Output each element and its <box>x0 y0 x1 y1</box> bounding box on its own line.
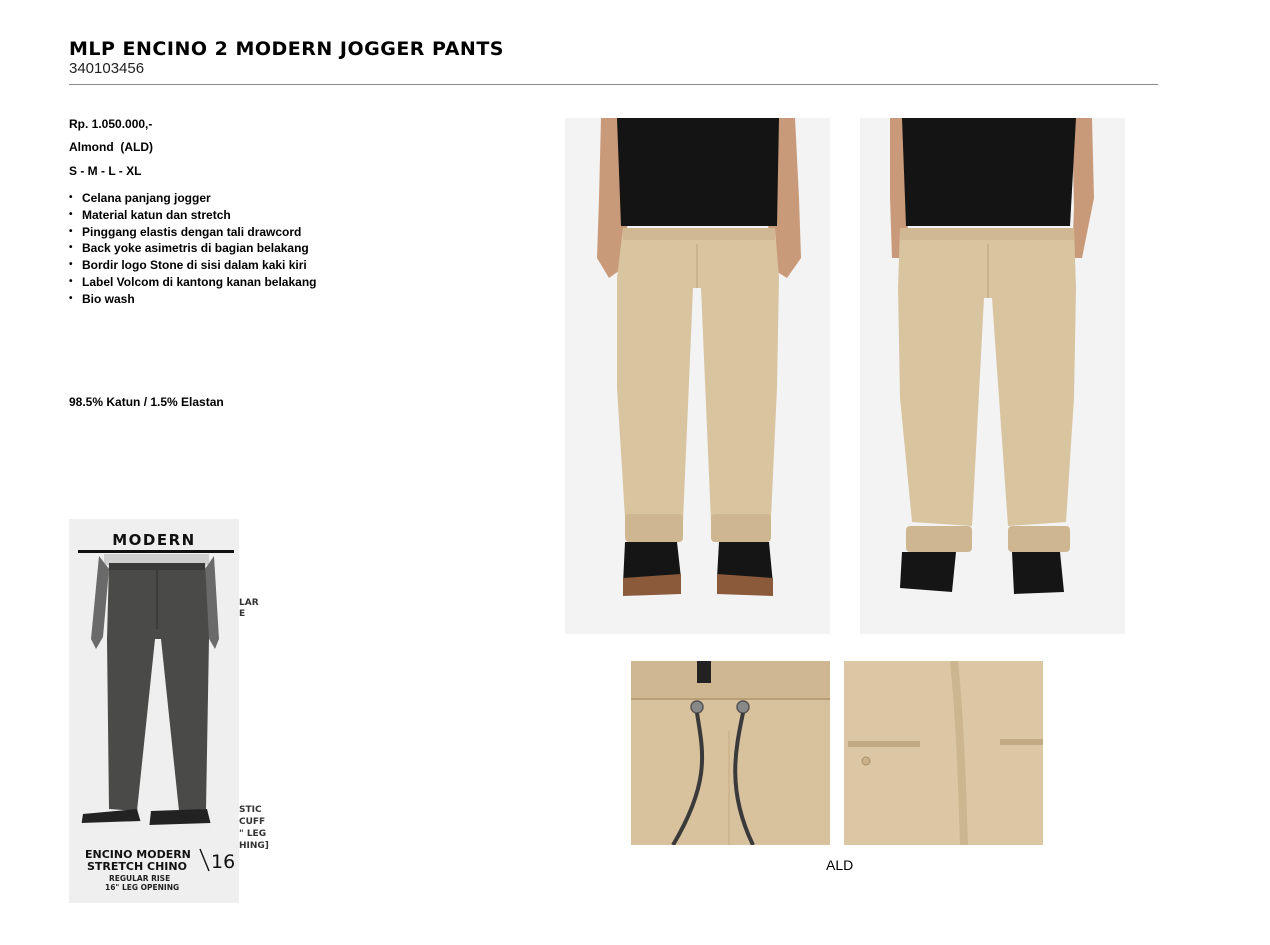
fabric-composition: 98.5% Katun / 1.5% Elastan <box>69 395 224 409</box>
fit-name-line2: STRETCH CHINO <box>87 860 187 873</box>
fit-side-text: E <box>239 609 246 619</box>
product-photo-front <box>565 118 830 634</box>
price: Rp. 1.050.000,- <box>69 117 153 131</box>
list-item: • Material katun dan stretch <box>69 207 317 224</box>
detail-photo-waistband <box>631 661 830 845</box>
feature-list <box>69 190 317 308</box>
detail-photo-pocket <box>844 661 1043 845</box>
fit-side-text: CUFF <box>239 817 266 827</box>
header-divider <box>69 84 1158 85</box>
color-label: Almond (ALD) <box>69 140 153 154</box>
list-item: • Pinggang elastis dengan tali drawcord <box>69 224 317 241</box>
list-item: • Back yoke asimetris di bagian belakang <box>69 240 317 257</box>
fit-number: 16 <box>211 851 236 873</box>
product-photo-back <box>860 118 1125 634</box>
fit-side-text: LAR <box>239 598 259 608</box>
fit-guide-illustration <box>69 519 269 903</box>
fit-opening: 16" LEG OPENING <box>105 883 180 892</box>
fit-side-text: STIC <box>239 805 262 815</box>
product-code: 340103456 <box>69 60 145 77</box>
list-item: • Celana panjang jogger <box>69 190 317 207</box>
fit-guide-card <box>69 519 269 903</box>
fit-name-line1: ENCINO MODERN <box>85 848 191 861</box>
list-item: • Label Volcom di kantong kanan belakang <box>69 274 317 291</box>
size-range: S - M - L - XL <box>69 164 142 178</box>
list-item: • Bordir logo Stone di sisi dalam kaki kiri <box>69 257 317 274</box>
list-item: • Bio wash <box>69 291 317 308</box>
detail-caption: ALD <box>826 857 854 873</box>
fit-side-text: " LEG <box>239 829 267 839</box>
fit-rise: REGULAR RISE <box>109 874 171 883</box>
product-title: MLP ENCINO 2 MODERN JOGGER PANTS <box>69 38 504 60</box>
fit-side-text: HING] <box>239 841 269 851</box>
fit-heading: MODERN <box>112 531 196 549</box>
